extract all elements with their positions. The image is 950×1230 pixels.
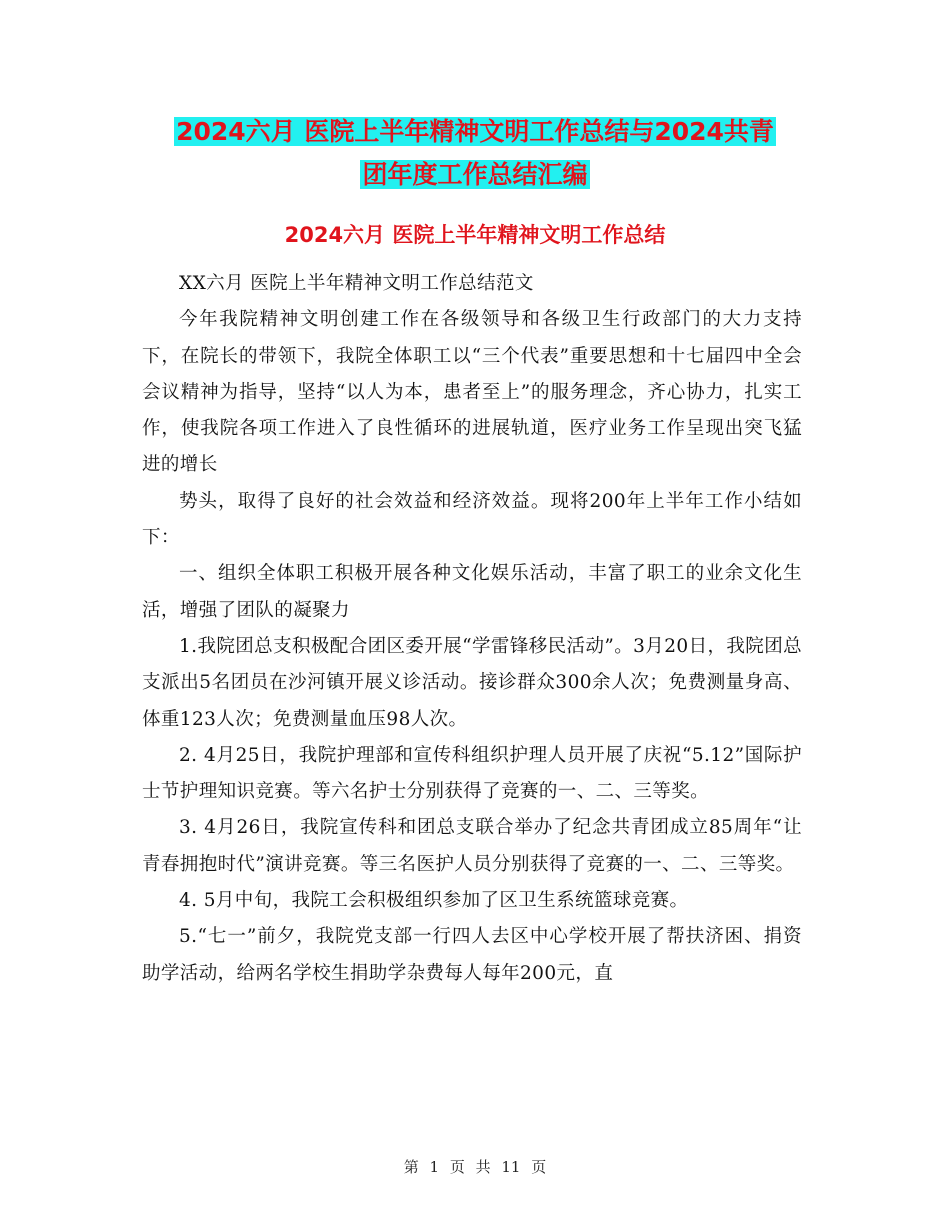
title-highlight: 2024六月 医院上半年精神文明工作总结与2024共青 bbox=[176, 117, 774, 146]
title-highlight: 团年度工作总结汇编 bbox=[362, 160, 588, 189]
document-title-line-2 bbox=[142, 160, 808, 189]
paragraph-item-5: 5.“七一”前夕，我院党支部一行四人去区中心学校开展了帮扶济困、捐资助学活动，给两名学校生捐助学杂费每人每年200元，直 bbox=[142, 926, 802, 984]
paragraph-subtitle: XX六月 医院上半年精神文明工作总结范文 bbox=[179, 273, 534, 294]
paragraph-item-1: 1.我院团总支积极配合团区委开展“学雷锋移民活动”。3月20日，我院团总支派出5名团员在沙河镇开展义诊活动。接诊群众300余人次；免费测量身高、体重123人次；免费测量血压98人次。 bbox=[142, 635, 802, 730]
document-title-line-1 bbox=[142, 117, 808, 146]
paragraph-item-3: 3. 4月26日，我院宣传科和团总支联合举办了纪念共青团成立85周年“让青春拥抱时代”演讲竞赛。等三名医护人员分别获得了竞赛的一、二、三等奖。 bbox=[142, 817, 802, 875]
paragraph-intro: 今年我院精神文明创建工作在各级领导和各级卫生行政部门的大力支持下，在院长的带领下，我院全体职工以“三个代表”重要思想和十七届四中全会会议精神为指导，坚持“以人为本，患者至上”的服务理念，齐心协力，扎实工作，使我院各项工作进入了良性循环的进展轨道，医疗业务工作呈现出突飞猛进的增长 bbox=[142, 309, 802, 476]
body-text bbox=[142, 266, 802, 992]
paragraph-intro-continued: 势头，取得了良好的社会效益和经济效益。现将200年上半年工作小结如下： bbox=[142, 490, 802, 549]
paragraph-item-2: 2. 4月25日，我院护理部和宣传科组织护理人员开展了庆祝“5.12”国际护士节护理知识竞赛。等六名护士分别获得了竞赛的一、二、三等奖。 bbox=[142, 744, 802, 803]
section-title: 2024六月 医院上半年精神文明工作总结 bbox=[284, 223, 666, 247]
page-footer: 第 1 页 共 11 页 bbox=[403, 1158, 547, 1176]
paragraph-heading-1: 一、组织全体职工积极开展各种文化娱乐活动，丰富了职工的业余文化生活，增强了团队的凝聚力 bbox=[142, 563, 802, 621]
paragraph-item-4: 4. 5月中旬，我院工会积极组织参加了区卫生系统篮球竞赛。 bbox=[179, 890, 689, 912]
